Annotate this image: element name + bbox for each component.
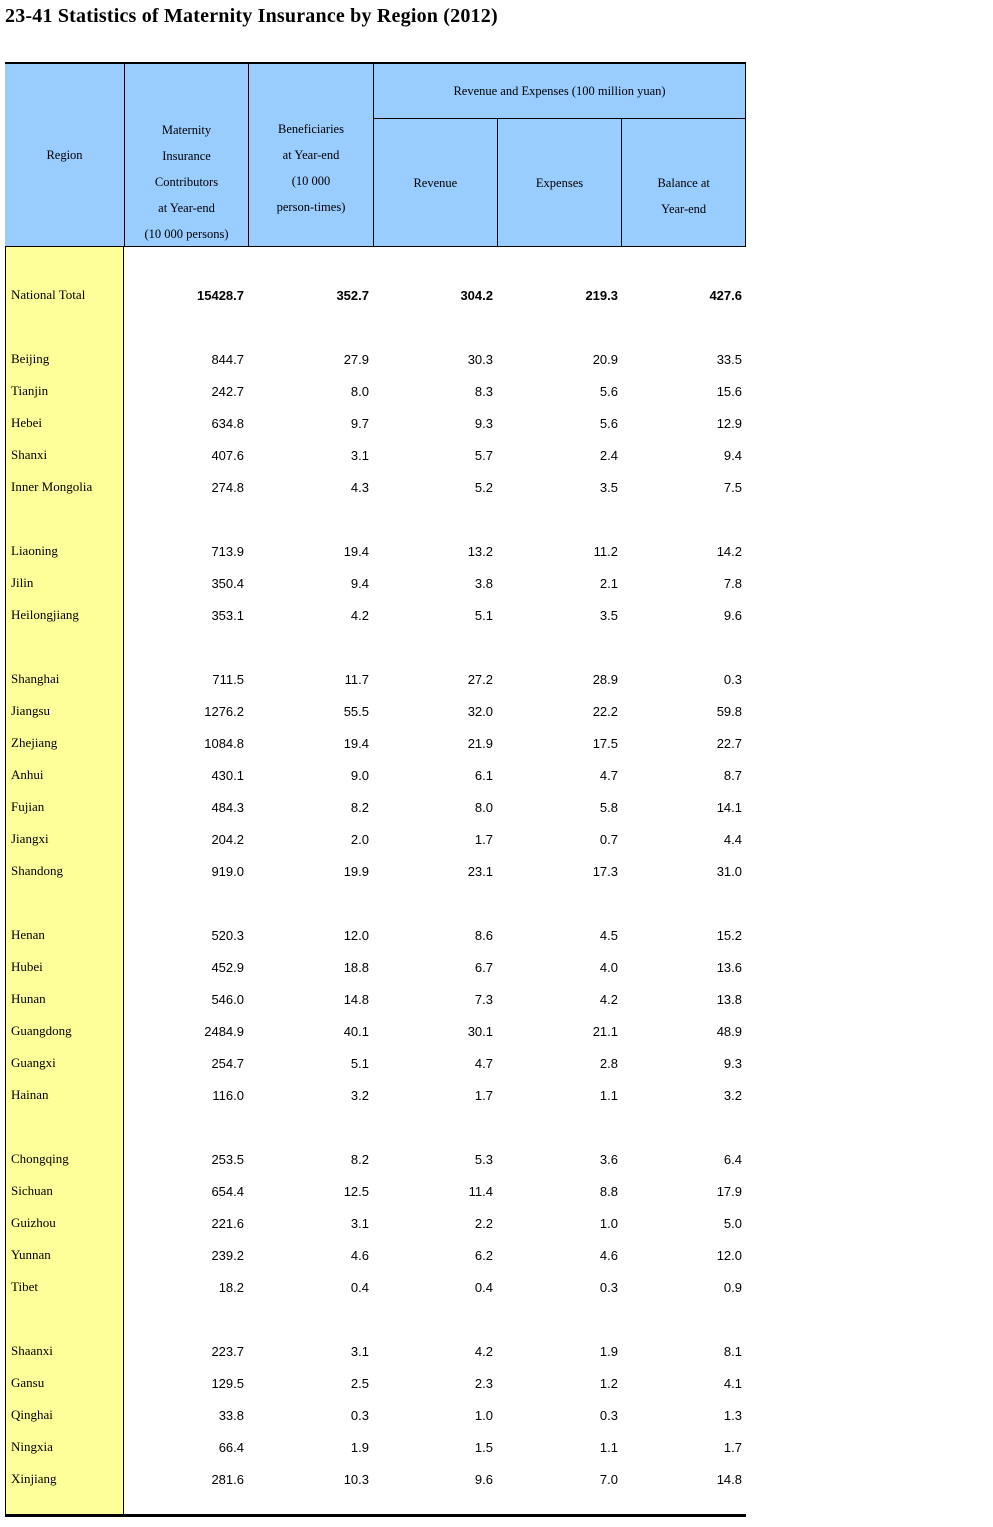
table-row — [5, 535, 746, 567]
value-cell: 353.1 — [211, 607, 244, 623]
value-cell: 19.9 — [343, 863, 369, 879]
value-cell: 30.1 — [467, 1023, 493, 1039]
value-cell: 13.8 — [716, 991, 742, 1007]
value-cell: 21.9 — [467, 735, 493, 751]
value-cell: 713.9 — [211, 543, 244, 559]
header-line: Balance at — [657, 175, 710, 190]
value-cell: 27.2 — [467, 671, 493, 687]
region-cell: Xinjiang — [5, 1463, 124, 1495]
value-cell: 5.8 — [599, 799, 618, 815]
table-row — [5, 1175, 746, 1207]
table-row — [5, 951, 746, 983]
value-cell: 1084.8 — [204, 735, 244, 751]
value-cell: 9.7 — [350, 415, 369, 431]
value-cell: 14.1 — [716, 799, 742, 815]
value-cell: 14.8 — [343, 991, 369, 1007]
value-cell: 2.8 — [599, 1055, 618, 1071]
value-cell: 281.6 — [211, 1471, 244, 1487]
value-cell: 13.2 — [467, 543, 493, 559]
region-cell: Jiangxi — [5, 823, 124, 855]
value-cell: 0.7 — [599, 831, 618, 847]
value-cell: 4.5 — [599, 927, 618, 943]
table-row — [5, 1239, 746, 1271]
value-cell: 8.8 — [599, 1183, 618, 1199]
value-cell: 204.2 — [211, 831, 244, 847]
value-cell: 6.1 — [474, 767, 493, 783]
value-cell: 4.6 — [350, 1247, 369, 1263]
region-cell — [5, 631, 124, 663]
value-cell: 18.8 — [343, 959, 369, 975]
value-cell: 1.7 — [474, 1087, 493, 1103]
value-cell: 15.6 — [716, 383, 742, 399]
value-cell: 711.5 — [212, 671, 244, 687]
table-row — [5, 599, 746, 631]
value-cell: 9.6 — [723, 607, 742, 623]
table-row — [5, 855, 746, 887]
header-line: Year-end — [661, 201, 707, 216]
value-cell: 634.8 — [211, 415, 244, 431]
region-cell: Shanxi — [5, 439, 124, 471]
value-cell: 219.3 — [585, 287, 618, 303]
region-cell: Guizhou — [5, 1207, 124, 1239]
value-cell: 304.2 — [460, 287, 493, 303]
column-header-revenue: Revenue — [373, 119, 497, 246]
column-header-balance — [621, 119, 745, 246]
value-cell: 350.4 — [211, 575, 244, 591]
value-cell: 3.2 — [350, 1087, 369, 1103]
value-cell: 5.2 — [474, 479, 493, 495]
value-cell: 0.3 — [723, 671, 742, 687]
value-cell: 12.9 — [716, 415, 742, 431]
value-cell: 21.1 — [592, 1023, 618, 1039]
header-line: Beneficiaries — [278, 122, 344, 136]
value-cell: 14.2 — [716, 543, 742, 559]
sub-header-row — [373, 119, 745, 246]
value-cell: 33.5 — [716, 351, 742, 367]
column-header-expenses: Expenses — [497, 119, 622, 246]
value-cell: 15.2 — [716, 927, 742, 943]
value-cell: 32.0 — [467, 703, 493, 719]
header-line: at Year-end — [158, 200, 215, 215]
value-cell: 3.1 — [350, 1215, 369, 1231]
value-cell: 4.7 — [599, 767, 618, 783]
region-cell: Beijing — [5, 343, 124, 375]
value-cell: 4.4 — [723, 831, 742, 847]
value-cell: 8.7 — [723, 767, 742, 783]
region-cell: Shaanxi — [5, 1335, 124, 1367]
value-cell: 0.4 — [474, 1279, 493, 1295]
value-cell: 9.0 — [350, 767, 369, 783]
table-row — [5, 1431, 746, 1463]
value-cell: 19.4 — [343, 543, 369, 559]
value-cell: 4.7 — [474, 1055, 493, 1071]
table-header — [5, 62, 746, 247]
region-cell — [5, 1111, 124, 1143]
region-cell: Gansu — [5, 1367, 124, 1399]
table-row — [5, 471, 746, 503]
region-cell: Jilin — [5, 567, 124, 599]
table-row — [5, 823, 746, 855]
table-row — [5, 983, 746, 1015]
value-cell: 18.2 — [218, 1279, 244, 1295]
region-cell: Guangdong — [5, 1015, 124, 1047]
value-cell: 919.0 — [211, 863, 244, 879]
value-cell: 1.5 — [474, 1439, 493, 1455]
table-row — [5, 567, 746, 599]
column-header-region: Region — [46, 148, 83, 162]
value-cell: 12.0 — [716, 1247, 742, 1263]
value-cell: 352.7 — [336, 287, 369, 303]
table-row — [5, 1207, 746, 1239]
value-cell: 3.6 — [599, 1151, 618, 1167]
value-cell: 1.1 — [599, 1439, 618, 1455]
region-cell — [5, 1303, 124, 1335]
value-cell: 654.4 — [211, 1183, 244, 1199]
bottom-spacer-row — [5, 1495, 746, 1514]
value-cell: 7.3 — [474, 991, 493, 1007]
table-row — [5, 1367, 746, 1399]
header-line: at Year-end — [282, 148, 340, 162]
table-row — [5, 1143, 746, 1175]
value-cell: 5.1 — [350, 1055, 369, 1071]
page-title: 23-41 Statistics of Maternity Insurance by Region (2012) — [5, 5, 498, 27]
value-cell: 2.4 — [599, 447, 618, 463]
value-cell: 11.4 — [468, 1183, 493, 1199]
region-cell: Chongqing — [5, 1143, 124, 1175]
value-cell: 5.3 — [474, 1151, 493, 1167]
value-cell: 7.8 — [723, 575, 742, 591]
header-line: Maternity — [161, 122, 212, 137]
table-row — [5, 759, 746, 791]
value-cell: 8.3 — [474, 383, 493, 399]
value-cell: 19.4 — [343, 735, 369, 751]
value-cell: 15428.7 — [197, 287, 244, 303]
value-cell: 11.7 — [344, 671, 369, 687]
column-header-contributors — [124, 64, 248, 246]
value-cell: 1.9 — [350, 1439, 369, 1455]
value-cell: 4.1 — [723, 1375, 742, 1391]
column-group-revenue-expenses — [373, 64, 746, 246]
value-cell: 28.9 — [592, 671, 618, 687]
value-cell: 8.0 — [474, 799, 493, 815]
value-cell: 1.7 — [723, 1439, 742, 1455]
value-cell: 4.0 — [599, 959, 618, 975]
spacer-row — [5, 311, 746, 343]
region-cell: Sichuan — [5, 1175, 124, 1207]
header-line: Insurance — [162, 148, 211, 163]
value-cell: 5.0 — [723, 1215, 742, 1231]
value-cell: 1.3 — [723, 1407, 742, 1423]
region-cell: Liaoning — [5, 535, 124, 567]
spacer-row — [5, 503, 746, 535]
value-cell: 844.7 — [211, 351, 244, 367]
region-cell: Shandong — [5, 855, 124, 887]
value-cell: 20.9 — [592, 351, 618, 367]
table-row — [5, 1271, 746, 1303]
region-cell: Henan — [5, 919, 124, 951]
value-cell: 40.1 — [343, 1023, 369, 1039]
table-body — [5, 247, 746, 1517]
value-cell: 17.9 — [716, 1183, 742, 1199]
value-cell: 14.8 — [716, 1471, 742, 1487]
value-cell: 427.6 — [709, 287, 742, 303]
table-row — [5, 279, 746, 311]
region-cell: Jiangsu — [5, 695, 124, 727]
value-cell: 484.3 — [211, 799, 244, 815]
value-cell: 9.4 — [723, 447, 742, 463]
spacer-row — [5, 631, 746, 663]
header-line: (10 000 persons) — [144, 226, 229, 241]
value-cell: 4.2 — [474, 1343, 493, 1359]
region-cell — [5, 311, 124, 343]
value-cell: 12.0 — [343, 927, 369, 943]
value-cell: 9.4 — [350, 575, 369, 591]
value-cell: 27.9 — [343, 351, 369, 367]
value-cell: 2.3 — [474, 1375, 493, 1391]
value-cell: 2.5 — [350, 1375, 369, 1391]
value-cell: 11.2 — [593, 543, 618, 559]
region-cell — [5, 887, 124, 919]
value-cell: 1276.2 — [204, 703, 244, 719]
value-cell: 3.1 — [350, 1343, 369, 1359]
value-cell: 8.0 — [350, 383, 369, 399]
value-cell: 17.5 — [592, 735, 618, 751]
value-cell: 2484.9 — [204, 1023, 244, 1039]
value-cell: 1.0 — [474, 1407, 493, 1423]
header-line: Contributors — [154, 174, 219, 189]
value-cell: 59.8 — [716, 703, 742, 719]
value-cell: 5.7 — [474, 447, 493, 463]
value-cell: 8.1 — [723, 1343, 742, 1359]
region-cell: Zhejiang — [5, 727, 124, 759]
value-cell: 5.6 — [599, 383, 618, 399]
region-cell — [5, 503, 124, 535]
region-cell: Tianjin — [5, 375, 124, 407]
value-cell: 1.9 — [599, 1343, 618, 1359]
value-cell: 407.6 — [211, 447, 244, 463]
value-cell: 22.7 — [716, 735, 742, 751]
value-cell: 254.7 — [211, 1055, 244, 1071]
value-cell: 3.1 — [350, 447, 369, 463]
value-cell: 7.5 — [723, 479, 742, 495]
value-cell: 239.2 — [211, 1247, 244, 1263]
region-cell: Qinghai — [5, 1399, 124, 1431]
value-cell: 546.0 — [211, 991, 244, 1007]
region-cell: Tibet — [5, 1271, 124, 1303]
value-cell: 33.8 — [218, 1407, 244, 1423]
table-row — [5, 1047, 746, 1079]
value-cell: 223.7 — [211, 1343, 244, 1359]
header-line: (10 000 — [291, 174, 331, 188]
value-cell: 0.3 — [350, 1407, 369, 1423]
value-cell: 2.0 — [350, 831, 369, 847]
value-cell: 129.5 — [211, 1375, 244, 1391]
table-row — [5, 343, 746, 375]
value-cell: 430.1 — [211, 767, 244, 783]
value-cell: 8.2 — [350, 1151, 369, 1167]
value-cell: 7.0 — [599, 1471, 618, 1487]
region-cell: Yunnan — [5, 1239, 124, 1271]
group-header-revenue-and-expenses: Revenue and Expenses (100 million yuan) — [373, 64, 745, 119]
table-row — [5, 1463, 746, 1495]
value-cell: 221.6 — [211, 1215, 244, 1231]
value-cell: 6.2 — [474, 1247, 493, 1263]
value-cell: 2.2 — [474, 1215, 493, 1231]
value-cell: 3.8 — [474, 575, 493, 591]
region-cell: Fujian — [5, 791, 124, 823]
table-row — [5, 375, 746, 407]
value-cell: 9.3 — [723, 1055, 742, 1071]
table-row — [5, 407, 746, 439]
value-cell: 3.5 — [599, 479, 618, 495]
value-cell: 242.7 — [211, 383, 244, 399]
value-cell: 4.3 — [350, 479, 369, 495]
table-row — [5, 439, 746, 471]
value-cell: 0.3 — [599, 1279, 618, 1295]
value-cell: 4.2 — [599, 991, 618, 1007]
value-cell: 0.4 — [350, 1279, 369, 1295]
value-cell: 17.3 — [592, 863, 618, 879]
region-cell: Shanghai — [5, 663, 124, 695]
region-cell: Hainan — [5, 1079, 124, 1111]
value-cell: 23.1 — [467, 863, 493, 879]
value-cell: 13.6 — [716, 959, 742, 975]
value-cell: 520.3 — [211, 927, 244, 943]
value-cell: 12.5 — [343, 1183, 369, 1199]
table-row — [5, 663, 746, 695]
value-cell: 9.3 — [474, 415, 493, 431]
value-cell: 1.2 — [599, 1375, 618, 1391]
value-cell: 55.5 — [343, 703, 369, 719]
table-row — [5, 727, 746, 759]
table-row — [5, 1079, 746, 1111]
table-row — [5, 1335, 746, 1367]
value-cell: 4.6 — [599, 1247, 618, 1263]
value-cell: 6.7 — [474, 959, 493, 975]
region-cell: Ningxia — [5, 1431, 124, 1463]
region-cell: Inner Mongolia — [5, 471, 124, 503]
table-row — [5, 791, 746, 823]
header-line: person-times) — [276, 200, 346, 214]
region-cell: Hunan — [5, 983, 124, 1015]
table-row — [5, 1399, 746, 1431]
value-cell: 31.0 — [716, 863, 742, 879]
region-cell: National Total — [5, 279, 124, 311]
value-cell: 8.2 — [350, 799, 369, 815]
region-cell: Heilongjiang — [5, 599, 124, 631]
value-cell: 253.5 — [211, 1151, 244, 1167]
region-cell: Hebei — [5, 407, 124, 439]
region-cell: Hubei — [5, 951, 124, 983]
value-cell: 4.2 — [350, 607, 369, 623]
value-cell: 10.3 — [343, 1471, 369, 1487]
spacer-row — [5, 247, 746, 279]
spacer-row — [5, 887, 746, 919]
value-cell: 0.9 — [723, 1279, 742, 1295]
value-cell: 5.1 — [474, 607, 493, 623]
value-cell: 6.4 — [723, 1151, 742, 1167]
value-cell: 3.2 — [723, 1087, 742, 1103]
region-cell: Guangxi — [5, 1047, 124, 1079]
spacer-row — [5, 1303, 746, 1335]
region-cell — [5, 247, 124, 279]
value-cell: 66.4 — [218, 1439, 244, 1455]
value-cell: 1.7 — [474, 831, 493, 847]
column-header-beneficiaries — [248, 64, 373, 246]
value-cell: 9.6 — [474, 1471, 493, 1487]
maternity-insurance-table — [5, 62, 746, 1517]
value-cell: 0.3 — [599, 1407, 618, 1423]
value-cell: 1.0 — [599, 1215, 618, 1231]
spacer-row — [5, 1111, 746, 1143]
value-cell: 22.2 — [592, 703, 618, 719]
value-cell: 48.9 — [716, 1023, 742, 1039]
region-cell: Anhui — [5, 759, 124, 791]
value-cell: 452.9 — [211, 959, 244, 975]
value-cell: 8.6 — [474, 927, 493, 943]
table-row — [5, 695, 746, 727]
region-cell — [5, 1495, 124, 1514]
value-cell: 30.3 — [467, 351, 493, 367]
table-row — [5, 919, 746, 951]
value-cell: 116.0 — [212, 1087, 244, 1103]
value-cell: 274.8 — [211, 479, 244, 495]
value-cell: 1.1 — [599, 1087, 618, 1103]
value-cell: 5.6 — [599, 415, 618, 431]
value-cell: 2.1 — [599, 575, 618, 591]
value-cell: 3.5 — [599, 607, 618, 623]
table-row — [5, 1015, 746, 1047]
